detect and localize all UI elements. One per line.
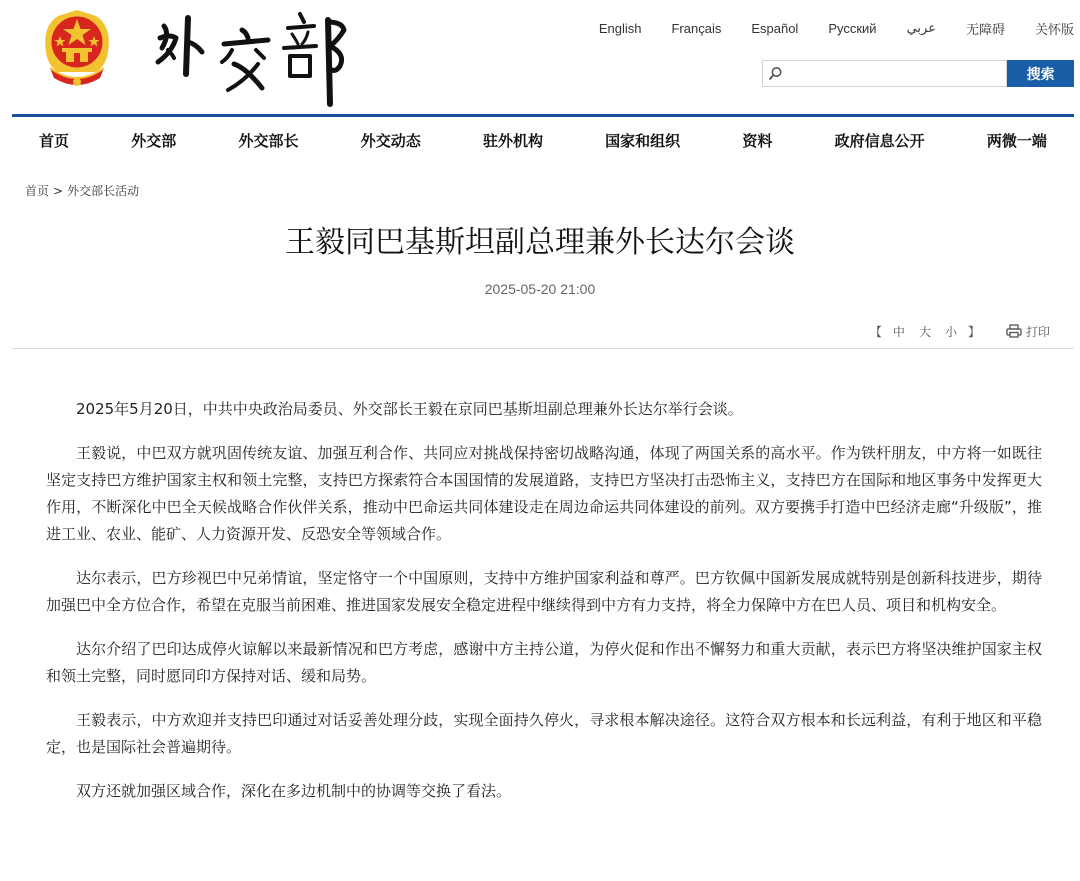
site-header — [0, 0, 1080, 114]
article-tools — [866, 321, 1050, 341]
search-input[interactable] — [787, 61, 1003, 86]
breadcrumb — [25, 182, 139, 199]
nav-item-countries-orgs[interactable]: 国家和组织 — [605, 131, 681, 150]
nav-item-diplomatic-news[interactable]: 外交动态 — [360, 131, 421, 150]
print-label: 打印 — [1025, 324, 1050, 339]
language-bar — [569, 18, 1074, 38]
print-button[interactable] — [1006, 323, 1050, 340]
search-input-box — [762, 60, 1007, 87]
breadcrumb-current-link[interactable]: 外交部长活动 — [67, 184, 140, 198]
article-paragraph: 王毅说，中巴双方就巩固传统友谊、加强互利合作、共同应对挑战保持密切战略沟通，体现了两国关系的高水平。作为铁杆朋友，中方将一如既往坚定支持巴方维护国家主权和领土完整，支持巴方探索符合本国国情的发展道路，支持巴方坚决打击恐怖主义，支持巴方在国际和地区事务中发挥更大作用，不断深化中巴全天候战略合作伙伴关系，推动中巴命运共同体建设走在周边命运共同体建设的前列。双方要携手打造中巴经济走廊“升级版”，推进工业、农业、能矿、人力资源开发、反恐安全等领域合作。 — [46, 444, 1042, 543]
search-bar — [762, 60, 1074, 87]
lang-french-link[interactable]: Français — [671, 20, 722, 36]
font-size-large-button[interactable]: 大 — [918, 324, 931, 339]
search-button[interactable]: 搜索 — [1007, 60, 1074, 87]
nav-item-ministry[interactable]: 外交部 — [131, 131, 177, 150]
font-size-small-button[interactable]: 小 — [944, 324, 957, 339]
ministry-calligraphy-logo[interactable] — [150, 4, 360, 108]
article-timestamp: 2025-05-20 21:00 — [484, 281, 596, 297]
accessibility-link[interactable]: 无障碍 — [965, 22, 1005, 38]
article-title: 王毅同巴基斯坦副总理兼外长达尔会谈 — [285, 225, 795, 260]
article-paragraph: 达尔介绍了巴印达成停火谅解以来最新情况和巴方考虑，感谢中方主持公道，为停火促和作出不懈努力和重大贡献，表示巴方将坚决维护国家主权和领土完整，同时愿同印方保持对话、缓和局势。 — [46, 640, 1042, 685]
nav-item-missions-abroad[interactable]: 驻外机构 — [482, 131, 543, 150]
national-emblem-icon[interactable] — [40, 6, 114, 88]
nav-item-minister[interactable]: 外交部长 — [238, 131, 299, 150]
nav-item-home[interactable]: 首页 — [39, 131, 70, 150]
main-nav — [12, 117, 1074, 163]
article-header-divider — [12, 348, 1074, 349]
lang-spanish-link[interactable]: Español — [751, 20, 799, 36]
search-icon — [768, 66, 783, 81]
font-size-open-bracket: 【 — [869, 324, 882, 339]
font-size-close-bracket: 】 — [967, 324, 980, 339]
article-paragraph: 王毅表示，中方欢迎并支持巴印通过对话妥善处理分歧，实现全面持久停火，寻求根本解决途径。这符合双方根本和长远利益，有利于地区和平稳定，也是国际社会普遍期待。 — [46, 711, 1042, 756]
article-body — [46, 396, 1042, 822]
article-paragraph: 达尔表示，巴方珍视巴中兄弟情谊，坚定恪守一个中国原则，支持中方维护国家利益和尊严。巴方钦佩中国新发展成就特别是创新科技进步，期待加强巴中全方位合作，希望在克服当前困难、推进国家发展安全稳定进程中继续得到中方有力支持，将全力保障中方在巴人员、项目和机构安全。 — [46, 569, 1042, 614]
lang-russian-link[interactable]: Русский — [828, 20, 877, 36]
printer-icon — [1006, 324, 1022, 338]
breadcrumb-home-link[interactable]: 首页 — [25, 184, 50, 198]
font-size-medium-button[interactable]: 中 — [892, 324, 905, 339]
article-paragraph: 2025年5月20日，中共中央政治局委员、外交部长王毅在京同巴基斯坦副总理兼外长达尔举行会谈。 — [76, 400, 743, 418]
nav-item-social-media[interactable]: 两微一端 — [986, 131, 1047, 150]
care-mode-link[interactable]: 关怀版 — [1034, 22, 1074, 38]
lang-arabic-link[interactable]: عربي — [906, 20, 936, 35]
breadcrumb-separator: > — [53, 184, 64, 198]
nav-item-resources[interactable]: 资料 — [742, 131, 773, 150]
article-paragraph: 双方还就加强区域合作，深化在多边机制中的协调等交换了看法。 — [76, 782, 512, 800]
lang-english-link[interactable]: English — [598, 20, 642, 36]
nav-item-gov-info[interactable]: 政府信息公开 — [834, 131, 925, 150]
